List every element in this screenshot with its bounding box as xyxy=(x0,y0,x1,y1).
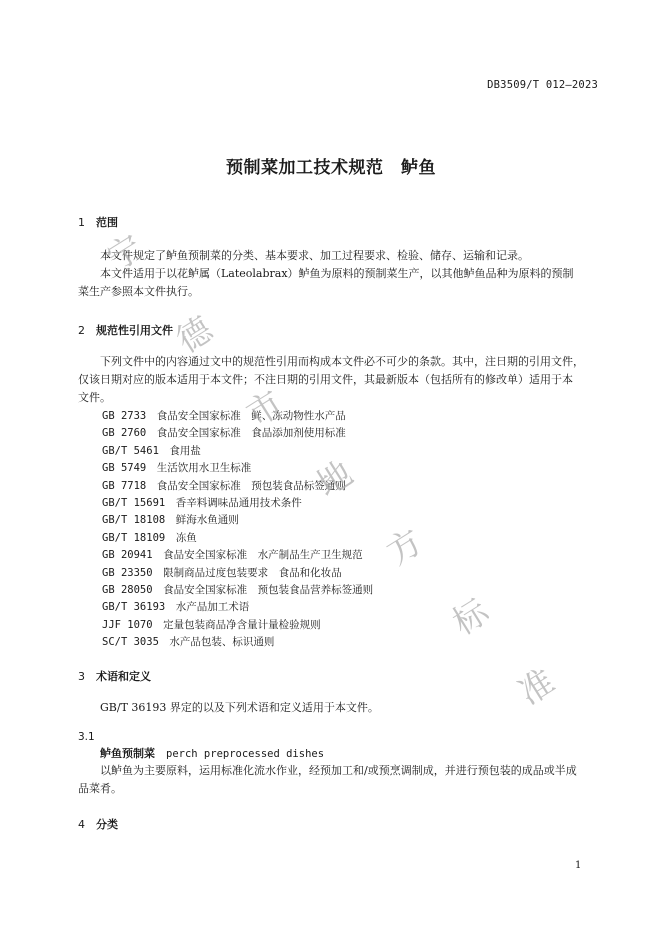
refs-intro xyxy=(78,353,603,408)
page-title: 预制菜加工技术规范 鲈鱼 xyxy=(226,158,436,178)
scope-para-2-line-1: 本文件适用于以花鲈属（Lateolabrax）鲈鱼为原料的预制菜生产，以其他鲈鱼品种为原料的预制 xyxy=(100,267,574,281)
ref-title: 水产品包装、标识通则 xyxy=(169,636,275,649)
scope-para-2-line-2: 菜生产参照本文件执行。 xyxy=(78,285,199,299)
ref-code: GB 2760 xyxy=(102,427,147,440)
scope-para-1: 本文件规定了鲈鱼预制菜的分类、基本要求、加工过程要求、检验、储存、运输和记录。 xyxy=(100,249,529,262)
ref-code: GB 5749 xyxy=(102,462,147,475)
ref-title: 水产品加工术语 xyxy=(175,601,250,614)
watermark-char: 德 xyxy=(169,309,220,362)
term-entry xyxy=(100,745,324,761)
ref-code: GB/T 18109 xyxy=(102,531,166,544)
ref-title: 食用盐 xyxy=(169,444,201,457)
watermark-char: 标 xyxy=(445,591,496,644)
ref-code: GB 20941 xyxy=(102,549,153,562)
term-definition-line-1: 以鲈鱼为主要原料，运用标准化流水作业，经预加工和/或预烹调制成，并进行预包装的成品或半成 xyxy=(100,764,577,777)
clause-number: 3.1 xyxy=(78,731,95,743)
ref-title: 香辛料调味品通用技术条件 xyxy=(175,496,302,509)
section-3-heading xyxy=(78,668,151,684)
refs-intro-line-3: 文件。 xyxy=(78,391,111,405)
watermark-char: 市 xyxy=(239,383,290,436)
ref-title: 食品安全国家标准 水产制品生产卫生规范 xyxy=(163,549,363,562)
ref-title: 生活饮用水卫生标准 xyxy=(156,462,252,475)
ref-item xyxy=(102,582,373,599)
term-definition xyxy=(78,762,603,798)
ref-title: 鲜海水鱼通则 xyxy=(175,514,239,527)
ref-title: 食品安全国家标准 鲜、冻动物性水产品 xyxy=(156,410,346,422)
document-code: DB3509/T 012—2023 xyxy=(487,79,598,91)
section-number: 1 xyxy=(78,216,85,229)
ref-list xyxy=(102,408,373,651)
watermark-char: 宁 xyxy=(99,227,150,280)
ref-title: 定量包装商品净含量计量检验规则 xyxy=(163,618,321,631)
ref-title: 食品安全国家标准 预包装食品标签通则 xyxy=(156,479,346,492)
section-title: 范围 xyxy=(96,216,118,229)
section-4-heading xyxy=(78,816,118,832)
watermark-char: 方 xyxy=(379,521,430,574)
section-number: 4 xyxy=(78,818,85,831)
ref-item xyxy=(102,617,373,634)
ref-title: 冻鱼 xyxy=(175,531,197,544)
section-2-heading xyxy=(78,322,173,338)
refs-intro-line-2: 仅该日期对应的版本适用于本文件；不注日期的引用文件，其最新版本（包括所有的修改单）适用于本 xyxy=(78,373,573,387)
ref-code: GB 28050 xyxy=(102,583,153,596)
ref-code: GB/T 36193 xyxy=(102,601,166,614)
ref-item xyxy=(102,408,373,425)
page-number: 1 xyxy=(575,860,582,871)
ref-item xyxy=(102,530,373,547)
ref-code: GB 2733 xyxy=(102,410,147,422)
refs-intro-line-1: 下列文件中的内容通过文中的规范性引用而构成本文件必不可少的条款。其中，注日期的引用文件， xyxy=(100,355,584,368)
ref-item xyxy=(102,565,373,582)
ref-title: 食品安全国家标准 预包装食品营养标签通则 xyxy=(163,583,374,596)
section-number: 2 xyxy=(78,324,85,337)
ref-item xyxy=(102,634,373,651)
ref-code: GB/T 18108 xyxy=(102,514,166,527)
section-title: 分类 xyxy=(96,818,118,831)
watermark-char: 准 xyxy=(511,661,562,714)
ref-item xyxy=(102,547,373,564)
ref-code: JJF 1070 xyxy=(102,618,153,631)
ref-title: 食品安全国家标准 食品添加剂使用标准 xyxy=(156,427,346,440)
section-title: 规范性引用文件 xyxy=(96,324,173,337)
ref-code: GB/T 15691 xyxy=(102,496,166,509)
ref-code: SC/T 3035 xyxy=(102,636,159,649)
section-number: 3 xyxy=(78,670,85,683)
term-zh: 鲈鱼预制菜 xyxy=(100,747,155,760)
ref-item xyxy=(102,425,373,442)
terms-intro: GB/T 36193 界定的以及下列术语和定义适用于本文件。 xyxy=(100,701,379,714)
ref-code: GB/T 5461 xyxy=(102,444,159,457)
scope-paragraphs xyxy=(78,247,598,302)
section-title: 术语和定义 xyxy=(96,670,151,683)
term-en: perch preprocessed dishes xyxy=(166,748,325,760)
ref-code: GB 7718 xyxy=(102,479,147,492)
ref-title: 限制商品过度包装要求 食品和化妆品 xyxy=(163,566,342,579)
watermark-char: 地 xyxy=(309,453,360,506)
ref-item xyxy=(102,512,373,529)
ref-code: GB 23350 xyxy=(102,566,153,579)
ref-item xyxy=(102,599,373,616)
term-definition-line-2: 品菜肴。 xyxy=(78,782,122,796)
